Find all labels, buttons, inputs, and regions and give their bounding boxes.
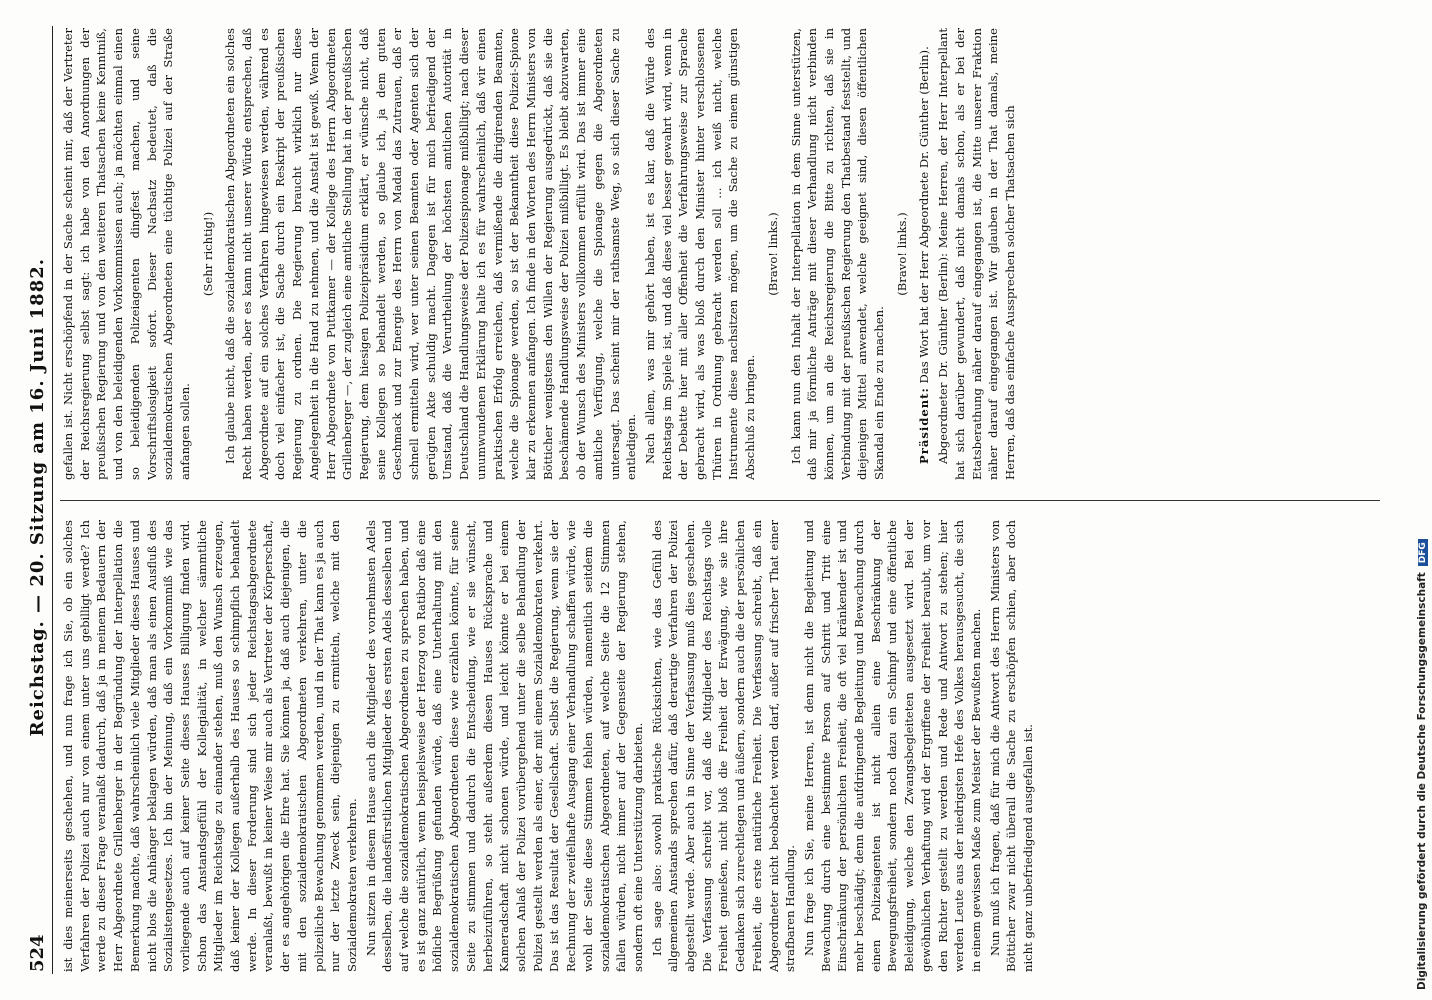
speaker-label: Präsident: — [917, 387, 932, 464]
paragraph: Ich sage also: sowohl praktische Rücksichten, wie das Gefühl des allgemeinen Anstands sprechen dafür, daß derartige Verfahren der Polizei abgestellt werde. Aber auch in Sinne der Verfassung muß dies geschehen. Die Verfassung schreibt vor, daß die Mitglieder des Reichstags volle Freiheit genießen, nicht bloß die Freiheit der Erwägung, wie sie ihre Gedanken sich zurechtlegen und äußern, sondern auch die der persönlichen Freiheit, die erste natürliche Freiheit. Die Verfassung schreibt, daß ein Abgeordneter nicht beobachtet werden darf, außer auf frischer That einer strafbaren Handlung. — [649, 520, 798, 972]
speech-paragraph — [935, 28, 1019, 480]
speaker-name: Abgeordneter Dr. Günther — [936, 306, 951, 464]
left-column — [60, 520, 1290, 972]
page-number: 524 — [27, 934, 48, 972]
interjection: (Sehr richtig!) — [200, 211, 215, 297]
digitization-credit — [1404, 0, 1428, 1000]
paragraph: gefallen ist. Nicht erschöpfend in der Sache scheint mir, daß der Vertreter der Reichsregierung selbst sagt: ich habe von den Anordnungen der preußischen Regierung und von den weiteren Thatsachen keine Kenntniß, und von den beleidigenden Vorkommnissen auch; ja möchten einmal einen so beleidigenden Polizeiagenten dingfest machen, und seine Vorschriftslosigkeit sofort. Dieser Nachsatz bedeutet, daß die sozialdemokratischen Abgeordneten eine tüchtige Polizei auf der Straße anfangen sollen. — [61, 28, 192, 480]
column-divider — [60, 500, 1380, 501]
dfg-logo: DFG — [1418, 539, 1428, 566]
paragraph: ist dies meinerseits geschehen, und nun frage ich Sie, ob ein solches Verfahren der Polizei auch nur von einem unter uns gebilligt werde? Ich werde zu dieser Frage veranlaßt dadurch, daß ja in meinem Bedauern der Herr Abgeordnete Grillenberger in der Begründung der Interpellation die Bemerkung machte, daß wahrscheinlich viele Mitglieder dieses Hauses und nicht blos die Anhänger beklagen würden, daß man als einen Ausfluß des Sozialistengesetzes. Ich bin der Meinung, daß ein Vorkommniß wie das vorliegende auch auf keiner Seite dieses Hauses Billigung finden wird. Schon das Anstandsgefühl der Kollegialität, in welcher sämmtliche Mitglieder im Reichstage zu einander stehen, muß den Wunsch erzeugen, daß keiner der Kollegen außerhalb des Hauses so schimpflich behandelt werde. In dieser Forderung sind sich jeder Reichstagsabgeordnete veranlaßt, bewußt in keiner Weise mir auch als Vertreter der Körperschaft, der es angehörigen die Ehre hat. Sie können ja, daß auch diejenigen, die mit den sozialdemokratischen Abgeordneten verkehren, unter die polizeiliche Bewachung genommen werden, und in der That kann es ja auch nur der letzte Zweck sein, diejenigen zu ermitteln, welche mit den Sozialdemokraten verkehren. — [61, 520, 359, 972]
running-head — [14, 30, 48, 972]
right-column — [60, 28, 1290, 480]
paragraph: Ich glaube nicht, daß die sozialdemokratischen Abgeordneten ein solches Recht haben werden, aber es kann nicht unserer Würde entsprechen, daß Abgeordnete auf ein solches Verfahren hingewiesen werden, während es doch viel einfacher ist, die Sache durch ein Reskript der preußischen Regierung zu ordnen. Die Regierung braucht wirklich nur diese Angelegenheit in die Hand zu nehmen, und die Anstalt ist gewiß. Wenn der Herr Abgeordnete von Puttkamer — der Kollege des Herrn Abgeordneten Grillenberger —, der zugleich eine amtliche Stellung hat in der preußischen Regierung, dem hiesigen Polizeipräsidium erklärt, er wünsche nicht, daß seine Kollegen so behandelt werden, so glaube ich, ja dem guten Geschmack und zur Energie des Herrn von Madai das Zutrauen, daß er schnell ermitteln wird, wer unter seinen Beamten oder Agenten sich der gerügten Akte schuldig macht. Dagegen ist für mich befriedigend der Umstand, daß die Verurtheilung der höchsten amtlichen Autorität in Deutschland die Handlungsweise der Polizeispionage mißbilligt; nach dieser unumwundenen Erklärung halte ich es für wahrscheinlich, daß wir einen praktischen Erfolg erreichen, daß vermißende die dirigirenden Beamten, welche die Spionage werden, so ist der Bekanntheit diese Polizei-Spione klar zu erkennen anfangen. Ich finde in den Worten des Herrn Ministers von Bötticher wenigstens den Willen der Regierung ausgedrückt, daß sie die beschämende Handlungsweise der Polizei mißbilligt. Es bleibt abzuwarten, ob der Wunsch des Ministers vollkommen erfüllt wird. Das ist immer eine amtliche Verfügung, welche die Spionage gegen die Abgeordneten untersagt. Das scheint mir der rathsamste Weg, so sich dieser Sache zu entledigen. — [223, 28, 639, 480]
running-title: Reichstag. — 20. Sitzung am 16. Juni 1882. — [27, 257, 48, 737]
speech-text: (Berlin): Meine Herren, der Herr Interpellant hat sich darüber gewundert, daß nicht damals schon, als er bei der Etatsberathung näher darauf eingegangen ist, die Mitte unserer Fraktion näher darauf eingegangen ist. Wir glauben in der That damals, meine Herren, daß das einfache Aussprechen solcher Thatsachen sich — [936, 28, 1017, 480]
paragraph: Ich kann nun den Inhalt der Interpellation in dem Sinne unterstützen, daß mir ja förmliche Anträge mit dieser Verhandlung nicht verbinden können, um an die Reichsregierung die Bitte zu richten, daß sie in Verbindung mit der preußischen Regierung den Thatbestand feststellt, und diejenigen Mittel anwendet, welche geeignet sind, diesen öffentlichen Skandal ein Ende zu machen. — [788, 28, 887, 480]
paragraph: Nun muß ich fragen, daß für mich die Antwort des Herrn Ministers von Bötticher zwar nicht überall die Sache zu erschöpfen schien, aber doch nicht ganz unbefriedigend ausgefallen ist. — [987, 520, 1036, 972]
paragraph: Nach allem, was mir gehört haben, ist es klar, daß die Würde des Reichstags im Spiele ist, und daß diese viel besser gewahrt wird, wenn in der Debatte hier mit aller Offenheit die Verfahrungsweise zur Sprache gebracht wird, als was bloß durch den Minister hinter verschlossenen Thüren in Ordnung gebracht werden soll ... ich weiß nicht, welche Instrumente diese nachsitzen mögen, um die Sache zu einem günstigen Abschluß zu bringen. — [642, 28, 758, 480]
header-rule — [52, 26, 53, 974]
credit-text: Digitalisierung gefördert durch die Deutsche Forschungsgemeinschaft — [1416, 572, 1428, 990]
president-statement — [916, 28, 933, 480]
interjection: (Bravo! links.) — [894, 212, 909, 296]
interjection: (Bravo! links.) — [765, 212, 780, 296]
paragraph: Nun sitzen in diesem Hause auch die Mitglieder des vornehmsten Adels desselben, die landesfürstlichen Mitglieder des ersten Adels desselben und auf welche die sozialdemokratischen Abgeordneten zu sprechen haben, und es ist ganz natürlich, wenn beispielsweise der Herzog von Ratibor daß eine höfliche Begrüßung gefunden würde, daß eine Unterhaltung mit den sozialdemokratischen Abgeordneten diese wie erzählen könnte, für seine Seite zu stimmen und dadurch die Entscheidung, wie er sie wünscht, herbeizuführen, so steht außerdem diesen Hauses Rücksprache und Kameradschaft nicht schonen würde, und leicht könnte er bei einem solchen Anlaß der Polizei vorübergehend unter die selbe Behandlung der Polizei gestellt werden als einer, der mit einem Sozialdemokraten verkehrt. Das ist das Resultat der Gesellschaft. Selbst die Regierung, wenn sie der Rechnung der zweifelhafte Ausgang einer Verhandlung schaffen würde, wie wohl der Seite diese Stimmen fehlen würden, namentlich seitdem die sozialdemokratischen Abgeordneten, auf welche Seite die 12 Stimmen fallen würden, nicht immer auf der Gegenseite der Regierung stehen, sondern oft eine Unterstützung darbieten. — [363, 520, 645, 972]
paragraph: Nun frage ich Sie, meine Herren, ist denn nicht die Begleitung und Bewachung durch eine bestimmte Person auf Schritt und Tritt eine Einschränkung der persönlichen Freiheit, die oft viel kränkender ist und mehr beschädigt; denn die aufdringende Begleitung und Bewachung durch einen Polizeiagenten ist nicht allein eine Beschränkung der Bewegungsfreiheit, sondern noch dazu ein Schimpf und eine öffentliche Beleidigung, welche den Zwangsbegleiteten ausgesetzt wird. Bei der gewöhnlichen Verhaftung wird der Ergriffene der Freiheit beraubt, um vor den Richter gestellt zu werden und Rede und Antwort zu stehen; hier werden Leute aus der niedrigsten Hefe des Volkes herausgesucht, die sich in einem gewissen Maße zum Meister der Bewußten machen. — [801, 520, 983, 972]
speaker-text: Das Wort hat der Herr Abgeordnete Dr. Günther (Berlin). — [917, 46, 932, 384]
